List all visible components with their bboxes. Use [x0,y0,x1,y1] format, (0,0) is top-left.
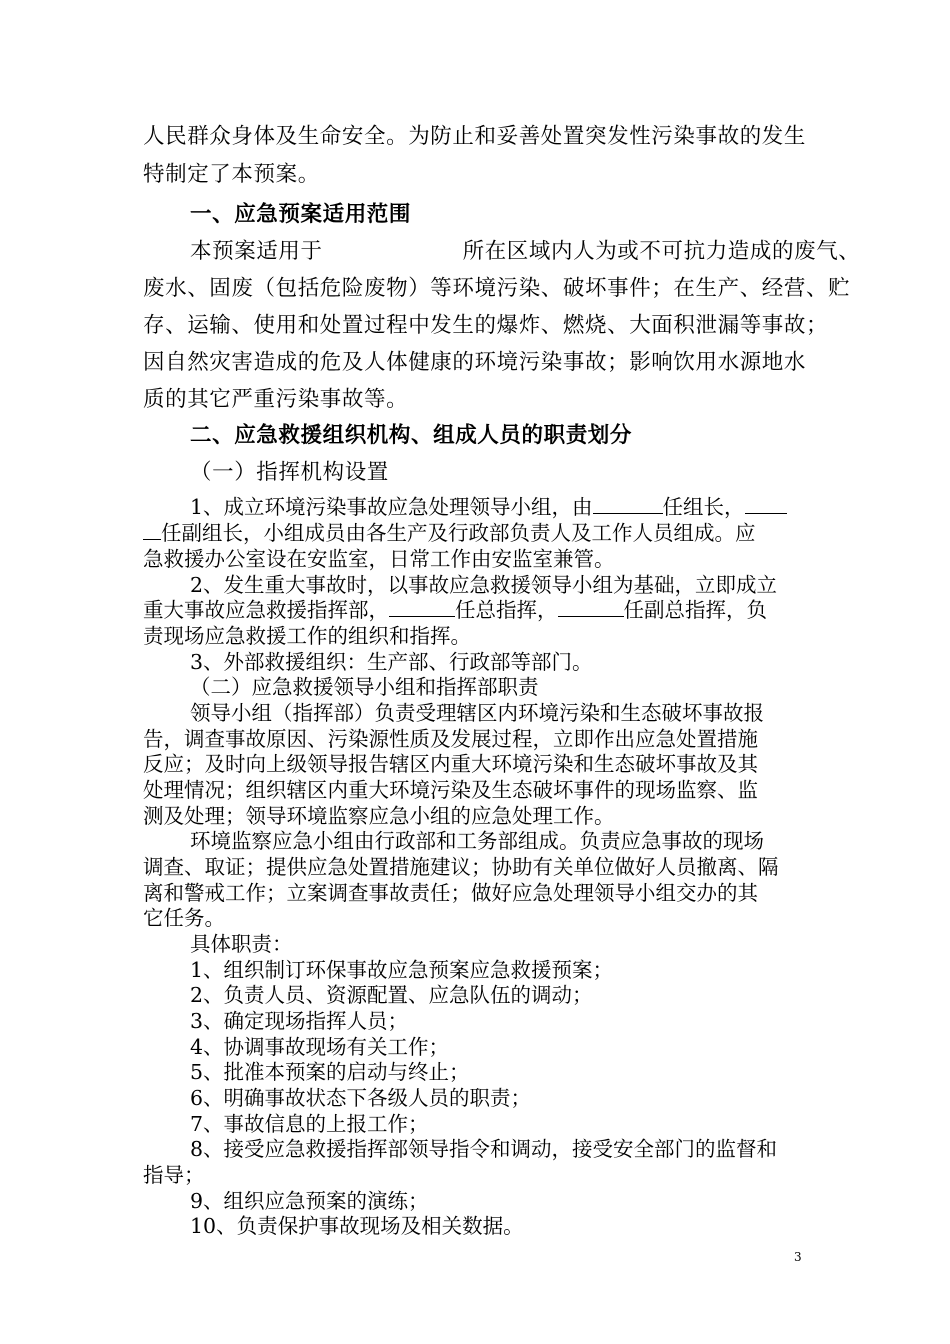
duties-title: 具体职责： [190,932,293,956]
paragraph-line: 环境监察应急小组由行政部和工务部组成。负责应急事故的现场 [190,829,764,853]
list-item-continuation: 指导； [143,1163,205,1187]
paragraph-line: 质的其它严重污染事故等。 [143,387,409,412]
list-item: 6、明确事故状态下各级人员的职责； [190,1086,532,1110]
section-heading-1: 一、应急预案适用范围 [190,202,412,227]
paragraph-line [190,241,860,263]
list-item: 7、事故信息的上报工作； [190,1112,429,1136]
paragraph-line [143,523,756,544]
paragraph-line: 急救援办公室设在安监室，日常工作由安监室兼管。 [143,547,615,571]
paragraph-line: 因自然灾害造成的危及人体健康的环境污染事故；影响饮用水源地水 [143,350,807,375]
fill-in-blank [745,512,787,514]
paragraph-line: 它任务。 [143,906,225,930]
list-item: 9、组织应急预案的演练； [190,1189,429,1213]
paragraph-line: 反应；及时向上级领导报告辖区内重大环境污染和生态破坏事故及其 [143,752,758,776]
text-segment: 任副总指挥，负 [623,598,767,622]
paragraph-line: 存、运输、使用和处置过程中发生的爆炸、燃烧、大面积泄漏等事故； [143,313,829,338]
fill-in-blank [558,615,624,617]
paragraph-line [190,497,787,518]
section-heading-2: 二、应急救援组织机构、组成人员的职责划分 [190,423,633,448]
list-item: 5、批准本预案的启动与终止； [190,1060,470,1084]
text-segment: 本预案适用于 [190,239,323,264]
paragraph-line: 处理情况；组织辖区内重大环境污染及生态破坏事件的现场监察、监 [143,778,758,802]
paragraph-line [143,600,767,621]
paragraph-line: 测及处理；领导环境监察应急小组的应急处理工作。 [143,804,615,828]
list-item: 8、接受应急救援指挥部领导指令和调动，接受安全部门的监督和 [190,1137,778,1161]
fill-in-blank [389,615,455,617]
text-segment: 任组长， [662,495,745,519]
paragraph-line: 人民群众身体及生命安全。为防止和妥善处置突发性污染事故的发生 [143,124,807,149]
paragraph-line: 离和警戒工作；立案调查事故责任；做好应急处理领导小组交办的其 [143,881,758,905]
list-item: 1、组织制订环保事故应急预案应急救援预案； [190,958,614,982]
text-segment: 任副组长，小组成员由各生产及行政部负责人及工作人员组成。应 [161,521,756,545]
list-item: 2、负责人员、资源配置、应急队伍的调动； [190,983,593,1007]
paragraph-line: 3、外部救援组织：生产部、行政部等部门。 [190,650,593,674]
paragraph-line: 废水、固废（包括危险废物）等环境污染、破坏事件；在生产、经营、贮 [143,276,851,301]
page-number: 3 [794,1250,802,1264]
fill-in-blank [593,512,663,514]
paragraph-line: 责现场应急救援工作的组织和指挥。 [143,624,471,648]
text-segment: 1、成立环境污染事故应急处理领导小组，由 [190,495,593,519]
paragraph-line: 告，调查事故原因、污染源性质及发展过程，立即作出应急处置措施 [143,727,758,751]
list-item: 3、确定现场指挥人员； [190,1009,409,1033]
list-item: 4、协调事故现场有关工作； [190,1035,450,1059]
fill-in-blank [143,538,161,540]
list-item: 10、负责保护事故现场及相关数据。 [190,1214,524,1238]
paragraph-line: 特制定了本预案。 [143,162,320,187]
paragraph-line: 领导小组（指挥部）负责受理辖区内环境污染和生态破坏事故报 [190,701,764,725]
paragraph-line: 2、发生重大事故时，以事故应急救援领导小组为基础，立即成立 [190,573,778,597]
text-segment: 任总指挥， [455,598,558,622]
subsection-heading: （二）应急救援领导小组和指挥部职责 [190,675,539,699]
text-segment: 所在区域内人为或不可抗力造成的废气、 [462,239,861,264]
text-segment: 重大事故应急救援指挥部， [143,598,389,622]
subsection-heading: （一）指挥机构设置 [190,460,389,485]
paragraph-line: 调查、取证；提供应急处置措施建议；协助有关单位做好人员撤离、隔 [143,855,779,879]
